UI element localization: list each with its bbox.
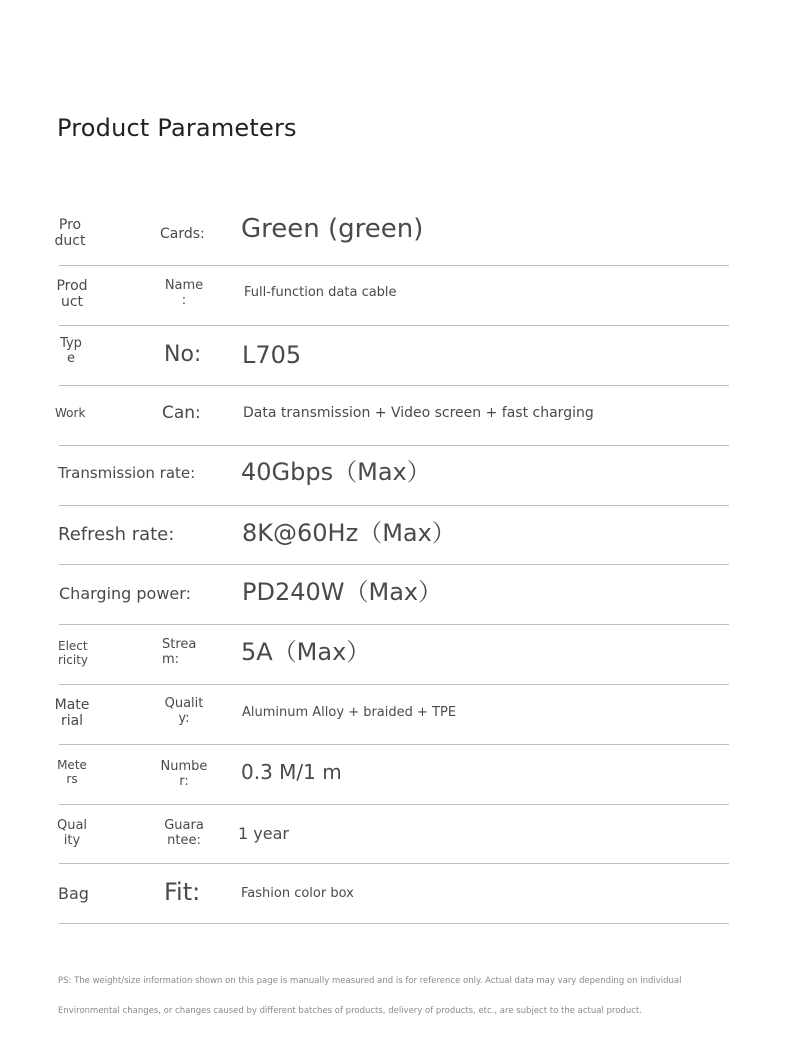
row-label: Mate rial [54,697,90,730]
row-sublabel: No: [164,342,202,367]
row-value: Fashion color box [241,886,354,901]
row-label: Qual ity [56,818,88,848]
row-sublabel: Strea m: [162,637,197,667]
row-label: Mete rs [57,758,87,786]
row-sublabel: Can: [162,403,201,423]
param-row-product-name [0,265,790,325]
row-sublabel: Qualit y: [164,696,204,726]
param-row-material-quality [0,684,790,744]
param-row-transmission-rate [0,445,790,505]
row-label: Bag [58,884,89,903]
param-row-electricity-stream [0,624,790,684]
row-value: 1 year [238,824,289,843]
row-value: 5A（Max） [241,638,371,666]
row-sublabel: Cards: [160,226,205,242]
footnote-line-1: PS: The weight/size information shown on this page is manually measured and is for reference only. Actual data may vary depending on individual [58,976,682,986]
row-label: Refresh rate: [58,524,175,545]
param-row-work-can [0,385,790,445]
row-value: 0.3 M/1 m [241,760,342,784]
row-label: Transmission rate: [58,464,196,482]
row-sublabel: Name : [164,278,204,308]
row-label: Prod uct [56,278,88,311]
page-title: Product Parameters [57,114,297,142]
row-label: Elect ricity [58,639,89,667]
param-row-refresh-rate [0,505,790,564]
row-label: Work [55,406,86,420]
row-sublabel: Fit: [164,878,201,906]
param-row-product-cards [0,205,790,265]
footnote-line-2: Environmental changes, or changes caused by different batches of products, delivery of products, etc., are subject to the actual product. [58,1006,642,1016]
row-sublabel: Numbe r: [160,759,208,789]
row-label: Typ e [60,336,82,366]
param-row-quality-guarantee [0,804,790,863]
row-value: L705 [242,341,302,369]
row-value: Data transmission + Video screen + fast charging [243,405,594,421]
row-sublabel: Guara ntee: [164,818,204,848]
param-row-bag-fit [0,863,790,923]
row-value: PD240W（Max） [242,578,443,606]
row-label: Charging power: [59,584,191,603]
row-value: Full-function data cable [244,285,397,300]
row-value: 8K@60Hz（Max） [242,519,456,547]
row-value: Green (green) [241,214,424,244]
param-row-type-no [0,325,790,385]
row-label: Pro duct [54,217,86,250]
row-value: 40Gbps（Max） [241,458,431,486]
param-row-charging-power [0,564,790,624]
row-value: Aluminum Alloy + braided + TPE [242,705,457,720]
row-divider [59,923,729,924]
param-row-meters-number [0,744,790,804]
